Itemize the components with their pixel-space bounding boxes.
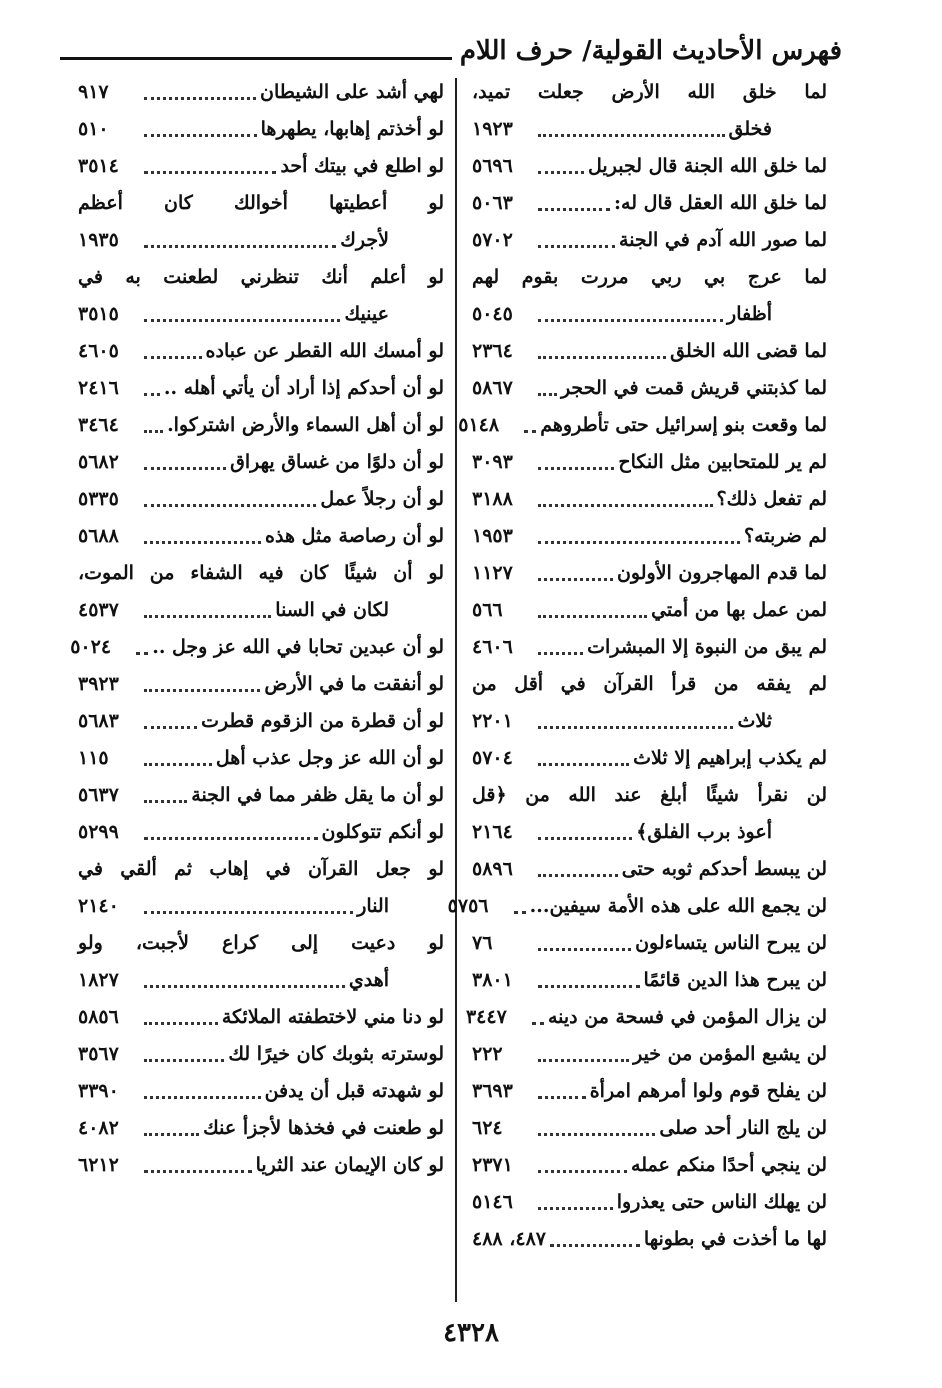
hadith-number: ٤٦٠٦	[472, 636, 513, 658]
leader-dots	[144, 1077, 261, 1099]
entry-text: لم تفعل ذلك؟	[716, 488, 827, 510]
index-entry	[78, 222, 444, 259]
leader-dots	[538, 152, 584, 174]
entry-text: لو أن رجلاً عمل	[320, 488, 444, 510]
leader-dots	[538, 337, 666, 359]
index-entry	[472, 1147, 827, 1184]
entry-text: لن ينجي أحدًا منكم عمله	[631, 1154, 827, 1176]
entry-text: لن يبرح هذا الدين قائمًا	[643, 969, 827, 991]
index-entry	[472, 777, 827, 814]
hadith-number: ١١٥	[78, 747, 109, 769]
hadith-number: ٣٣٩٠	[78, 1080, 119, 1102]
hadith-number: ٢١٤٠	[78, 895, 119, 917]
entry-text: لن يجمع الله على هذه الأمة سيفين...	[529, 895, 827, 917]
leader-dots	[532, 1003, 544, 1025]
entry-text: لو كان الإيمان عند الثريا	[255, 1154, 444, 1176]
entry-text: لو أعلم أنك تنظرني لطعنت به في	[78, 266, 444, 288]
hadith-number: ٥٠٢٤	[70, 636, 112, 658]
leader-dots	[144, 892, 353, 914]
header-rule	[60, 57, 452, 60]
index-entry	[472, 1036, 827, 1073]
entry-text: لن يزال المؤمن في فسحة من دينه	[547, 1006, 827, 1028]
entry-text: لو أن الله عز وجل عذب أهل	[215, 747, 444, 769]
index-entry	[78, 1073, 444, 1110]
hadith-number: ٥٣٣٥	[78, 488, 119, 510]
entry-text: لن يبسط أحدكم ثوبه حتى	[621, 858, 827, 880]
index-entry	[78, 333, 444, 370]
index-entry	[78, 851, 444, 888]
leader-dots	[538, 448, 614, 470]
hadith-number: ٥٦٨٨	[78, 525, 119, 547]
entry-text: لن يشبع المؤمن من خير	[633, 1043, 827, 1065]
hadith-number: ٥٨٦٧	[472, 377, 513, 399]
hadith-number: ٢٢٠١	[472, 710, 513, 732]
leader-dots	[144, 818, 318, 840]
leader-dots	[144, 670, 260, 692]
hadith-number: ٢٣٧١	[472, 1154, 513, 1176]
leader-dots	[136, 633, 148, 655]
index-entry	[472, 111, 827, 148]
hadith-number: ٥٧٠٢	[472, 229, 513, 251]
hadith-number: ٥٧٥٦	[447, 895, 489, 917]
entry-text: لو أن أهل السماء والأرض اشتركوا.	[167, 414, 444, 436]
index-entry	[78, 74, 444, 111]
entry-text: أهدي	[348, 969, 389, 991]
leader-dots	[538, 300, 723, 322]
hadith-number: ٥٨٩٦	[472, 858, 513, 880]
leader-dots	[524, 411, 536, 433]
column-divider	[455, 78, 457, 1302]
hadith-number: ٣٠٩٣	[472, 451, 513, 473]
hadith-number: ٥٨٥٦	[78, 1006, 119, 1028]
hadith-number: ٥٠٤٥	[472, 303, 513, 325]
leader-dots	[144, 485, 316, 507]
leader-dots	[538, 1077, 586, 1099]
index-entry	[78, 592, 444, 629]
hadith-number: ٣٦٩٣	[472, 1080, 513, 1102]
hadith-number: ٢٣٦٤	[472, 340, 513, 362]
entry-text: لو أخذتم إهابها، يطهرها	[260, 118, 444, 140]
leader-dots	[144, 596, 271, 618]
index-entry	[472, 814, 827, 851]
index-entry	[472, 851, 827, 888]
entry-text: لن يبرح الناس يتساءلون	[635, 932, 827, 954]
hadith-number: ٥٦٩٦	[472, 155, 513, 177]
hadith-number: ٣٨٠١	[472, 969, 513, 991]
index-entry	[78, 999, 444, 1036]
entry-text: لو اطلع في بيتك أحد	[280, 155, 444, 177]
index-entry	[472, 962, 827, 999]
index-entry	[472, 370, 827, 407]
entry-text: لما صور الله آدم في الجنة	[619, 229, 827, 251]
leader-dots	[538, 633, 583, 655]
hadith-number: ٣١٨٨	[472, 488, 513, 510]
hadith-number: ٥١٤٦	[472, 1191, 513, 1213]
entry-text: لن يفلح قوم ولوا أمرهم امرأة	[589, 1080, 827, 1102]
hadith-number: ٦٢٤	[472, 1117, 503, 1139]
hadith-number: ١١٢٧	[472, 562, 513, 584]
index-entry	[472, 666, 827, 703]
index-entry	[472, 222, 827, 259]
index-entry	[78, 925, 444, 962]
leader-dots	[538, 818, 632, 840]
entry-text: لما وقعت بنو إسرائيل حتى تأطروهم	[540, 414, 827, 436]
entry-text: لهي أشد على الشيطان	[260, 81, 444, 103]
entry-text: لما خلق الله العقل قال له:	[614, 192, 827, 214]
index-entry	[78, 888, 444, 925]
hadith-number: ٤٦٠٥	[78, 340, 119, 362]
entry-text: لما خلق الله الجنة قال لجبريل	[588, 155, 827, 177]
index-entry	[472, 481, 827, 518]
index-entry	[472, 703, 827, 740]
index-entry	[472, 1184, 827, 1221]
leader-dots	[538, 1188, 613, 1210]
index-entry	[78, 814, 444, 851]
entry-text: لن يلج النار أحد صلى	[659, 1117, 827, 1139]
entry-text: لكان في السنا	[275, 599, 389, 621]
entry-text: لو أن ما يقل ظفر مما في الجنة	[191, 784, 444, 806]
entry-text: لو أنكم تتوكلون	[321, 821, 444, 843]
leader-dots	[144, 411, 163, 433]
entry-text: لو طعنت في فخذها لأجزأ عنك	[203, 1117, 444, 1139]
leader-dots	[144, 337, 202, 359]
leader-dots	[144, 226, 336, 248]
entry-text: لم يكذب إبراهيم إلا ثلاث	[633, 747, 827, 769]
entry-text: لو دعيت إلى كراع لأجبت، ولو	[78, 932, 444, 954]
index-entry	[472, 740, 827, 777]
hadith-number: ٤٨٧، ٤٨٨	[472, 1228, 546, 1250]
leader-dots	[538, 707, 733, 729]
entry-text: لم ضربته؟	[744, 525, 827, 547]
hadith-number: ٥١٤٨	[458, 414, 500, 436]
index-entry	[458, 407, 827, 444]
entry-text: لو أمسك الله القطر عن عباده	[205, 340, 444, 362]
index-entry	[78, 1036, 444, 1073]
leader-dots	[144, 744, 212, 766]
leader-dots	[538, 1040, 629, 1062]
index-entry	[70, 629, 444, 666]
hadith-number: ٥٦٣٧	[78, 784, 119, 806]
index-entry	[78, 259, 444, 296]
hadith-number: ٤٠٨٢	[78, 1117, 119, 1139]
entry-text: ثلاث	[737, 710, 772, 732]
index-entry	[472, 148, 827, 185]
entry-text: لو أن قطرة من الزقوم قطرت	[201, 710, 444, 732]
leader-dots	[550, 1225, 640, 1247]
entry-text: لن نقرأ شيئًا أبلغ عند الله من ﴿قل	[472, 784, 827, 806]
entry-text: لو أن دلوًا من غساق يهراق	[230, 451, 444, 473]
index-entry	[472, 185, 827, 222]
index-entry	[472, 296, 827, 333]
leader-dots	[144, 1040, 224, 1062]
index-entry	[78, 555, 444, 592]
leader-dots	[144, 78, 256, 100]
leader-dots	[144, 300, 340, 322]
entry-text: أعوذ برب الفلق﴾	[636, 821, 772, 843]
index-entry	[78, 148, 444, 185]
hadith-number: ٥١٠	[78, 118, 109, 140]
entry-text: أظفار	[727, 303, 772, 325]
hadith-number: ٣٥١٥	[78, 303, 119, 325]
hadith-number: ٢١٦٤	[472, 821, 513, 843]
index-entry	[78, 407, 444, 444]
entry-text: لم يفقه من قرأ القرآن في أقل من	[472, 673, 827, 695]
entry-text: لما خلق الله الأرض جعلت تميد،	[472, 81, 827, 103]
leader-dots	[144, 1003, 218, 1025]
hadith-number: ٢٢٢	[472, 1043, 503, 1065]
entry-text: لو أن أحدكم إذا أراد أن يأتي أهله ..	[163, 377, 444, 399]
hadith-number: ٧٦	[472, 932, 493, 954]
leader-dots	[538, 1151, 627, 1173]
index-entry	[447, 888, 827, 925]
leader-dots	[538, 559, 613, 581]
hadith-number: ٢٤١٦	[78, 377, 119, 399]
entry-text: لأجرك	[340, 229, 389, 251]
hadith-number: ١٩٥٣	[472, 525, 513, 547]
entry-text: النار	[357, 895, 389, 917]
leader-dots	[538, 596, 647, 618]
index-entry	[78, 1110, 444, 1147]
hadith-number: ٥٦٨٣	[78, 710, 119, 732]
leader-dots	[144, 115, 257, 137]
index-entry	[472, 333, 827, 370]
hadith-number: ٥٦٦	[472, 599, 503, 621]
leader-dots	[538, 226, 615, 248]
entry-text: لمن عمل بها من أمتي	[651, 599, 827, 621]
entry-text: لو أنفقت ما في الأرض	[264, 673, 444, 695]
leader-dots	[538, 189, 610, 211]
entry-text: لو أن عبدين تحابا في الله عز وجل ..	[152, 636, 444, 658]
hadith-number: ٥٠٦٣	[472, 192, 513, 214]
entry-text: لو أن رصاصة مثل هذه	[265, 525, 444, 547]
index-entry	[472, 444, 827, 481]
entry-text: فخلق	[728, 118, 772, 140]
index-entry	[78, 444, 444, 481]
hadith-number: ٣٥٦٧	[78, 1043, 119, 1065]
entry-text: لن يهلك الناس حتى يعذروا	[616, 1191, 827, 1213]
running-title: فهرس الأحاديث القولية/ حرف اللام	[459, 36, 842, 66]
page-number: ٤٣٢٨	[443, 1318, 499, 1348]
index-entry	[78, 111, 444, 148]
index-entry	[78, 740, 444, 777]
left-column	[70, 74, 444, 1184]
page-header	[60, 22, 842, 66]
index-entry	[472, 259, 827, 296]
index-entry	[472, 74, 827, 111]
hadith-number: ٣٥١٤	[78, 155, 119, 177]
leader-dots	[144, 374, 160, 396]
entry-text: لو أن شيئًا كان فيه الشفاء من الموت،	[78, 562, 444, 584]
entry-text: لو شهدته قبل أن يدفن	[264, 1080, 444, 1102]
index-entry	[472, 592, 827, 629]
index-entry	[78, 1147, 444, 1184]
entry-text: عينيك	[344, 303, 389, 325]
leader-dots	[538, 115, 725, 137]
leader-dots	[514, 892, 526, 914]
index-entry	[78, 666, 444, 703]
hadith-number: ١٩٣٥	[78, 229, 119, 251]
hadith-number: ٣٩٢٣	[78, 673, 119, 695]
index-entry	[78, 962, 444, 999]
leader-dots	[538, 929, 631, 951]
leader-dots	[144, 1151, 252, 1173]
hadith-number: ١٨٢٧	[78, 969, 119, 991]
right-column	[447, 74, 827, 1258]
hadith-number: ٥٧٠٤	[472, 747, 513, 769]
index-entry	[78, 370, 444, 407]
leader-dots	[538, 966, 640, 988]
index-entry	[78, 481, 444, 518]
index-entry	[78, 296, 444, 333]
entry-text: لم ير للمتحابين مثل النكاح	[618, 451, 827, 473]
entry-text: لوسترته بثوبك كان خيرًا لك	[228, 1043, 444, 1065]
entry-text: لما قضى الله الخلق	[670, 340, 827, 362]
index-entry	[465, 999, 827, 1036]
hadith-number: ٦٢١٢	[78, 1154, 119, 1176]
hadith-number: ٩١٧	[78, 81, 109, 103]
entry-text: لما قدم المهاجرون الأولون	[616, 562, 827, 584]
leader-dots	[144, 522, 261, 544]
leader-dots	[538, 1114, 655, 1136]
index-entry	[472, 1110, 827, 1147]
index-entry	[472, 1221, 827, 1258]
leader-dots	[144, 448, 226, 470]
leader-dots	[538, 522, 740, 544]
leader-dots	[144, 966, 345, 988]
entry-text: لم يبق من النبوة إلا المبشرات	[587, 636, 827, 658]
hadith-number: ٣٤٦٤	[78, 414, 119, 436]
entry-text: لو دنا مني لاختطفته الملائكة	[221, 1006, 444, 1028]
hadith-number: ١٩٢٣	[472, 118, 513, 140]
index-entry	[472, 629, 827, 666]
leader-dots	[144, 1114, 199, 1136]
leader-dots	[538, 374, 557, 396]
entry-text: لو أعطيتها أخوالك كان أعظم	[78, 192, 444, 214]
leader-dots	[538, 855, 618, 877]
hadith-number: ٣٤٤٧	[465, 1006, 507, 1028]
entry-text: لو جعل القرآن في إهاب ثم ألقي في	[78, 858, 444, 880]
leader-dots	[144, 781, 187, 803]
index-entry	[78, 777, 444, 814]
hadith-number: ٥٦٨٢	[78, 451, 119, 473]
hadith-number: ٥٢٩٩	[78, 821, 119, 843]
leader-dots	[538, 744, 629, 766]
index-entry	[472, 925, 827, 962]
entry-text: لما كذبتني قريش قمت في الحجر	[560, 377, 827, 399]
index-entry	[78, 703, 444, 740]
index-entry	[78, 185, 444, 222]
entry-text: لما عرج بي ربي مررت بقوم لهم	[472, 266, 827, 288]
index-entry	[472, 518, 827, 555]
leader-dots	[144, 707, 197, 729]
hadith-number: ٤٥٣٧	[78, 599, 119, 621]
index-entry	[78, 518, 444, 555]
index-entry	[472, 1073, 827, 1110]
leader-dots	[538, 485, 713, 507]
index-entry	[472, 555, 827, 592]
entry-text: لها ما أخذت في بطونها	[643, 1228, 827, 1250]
leader-dots	[144, 152, 276, 174]
